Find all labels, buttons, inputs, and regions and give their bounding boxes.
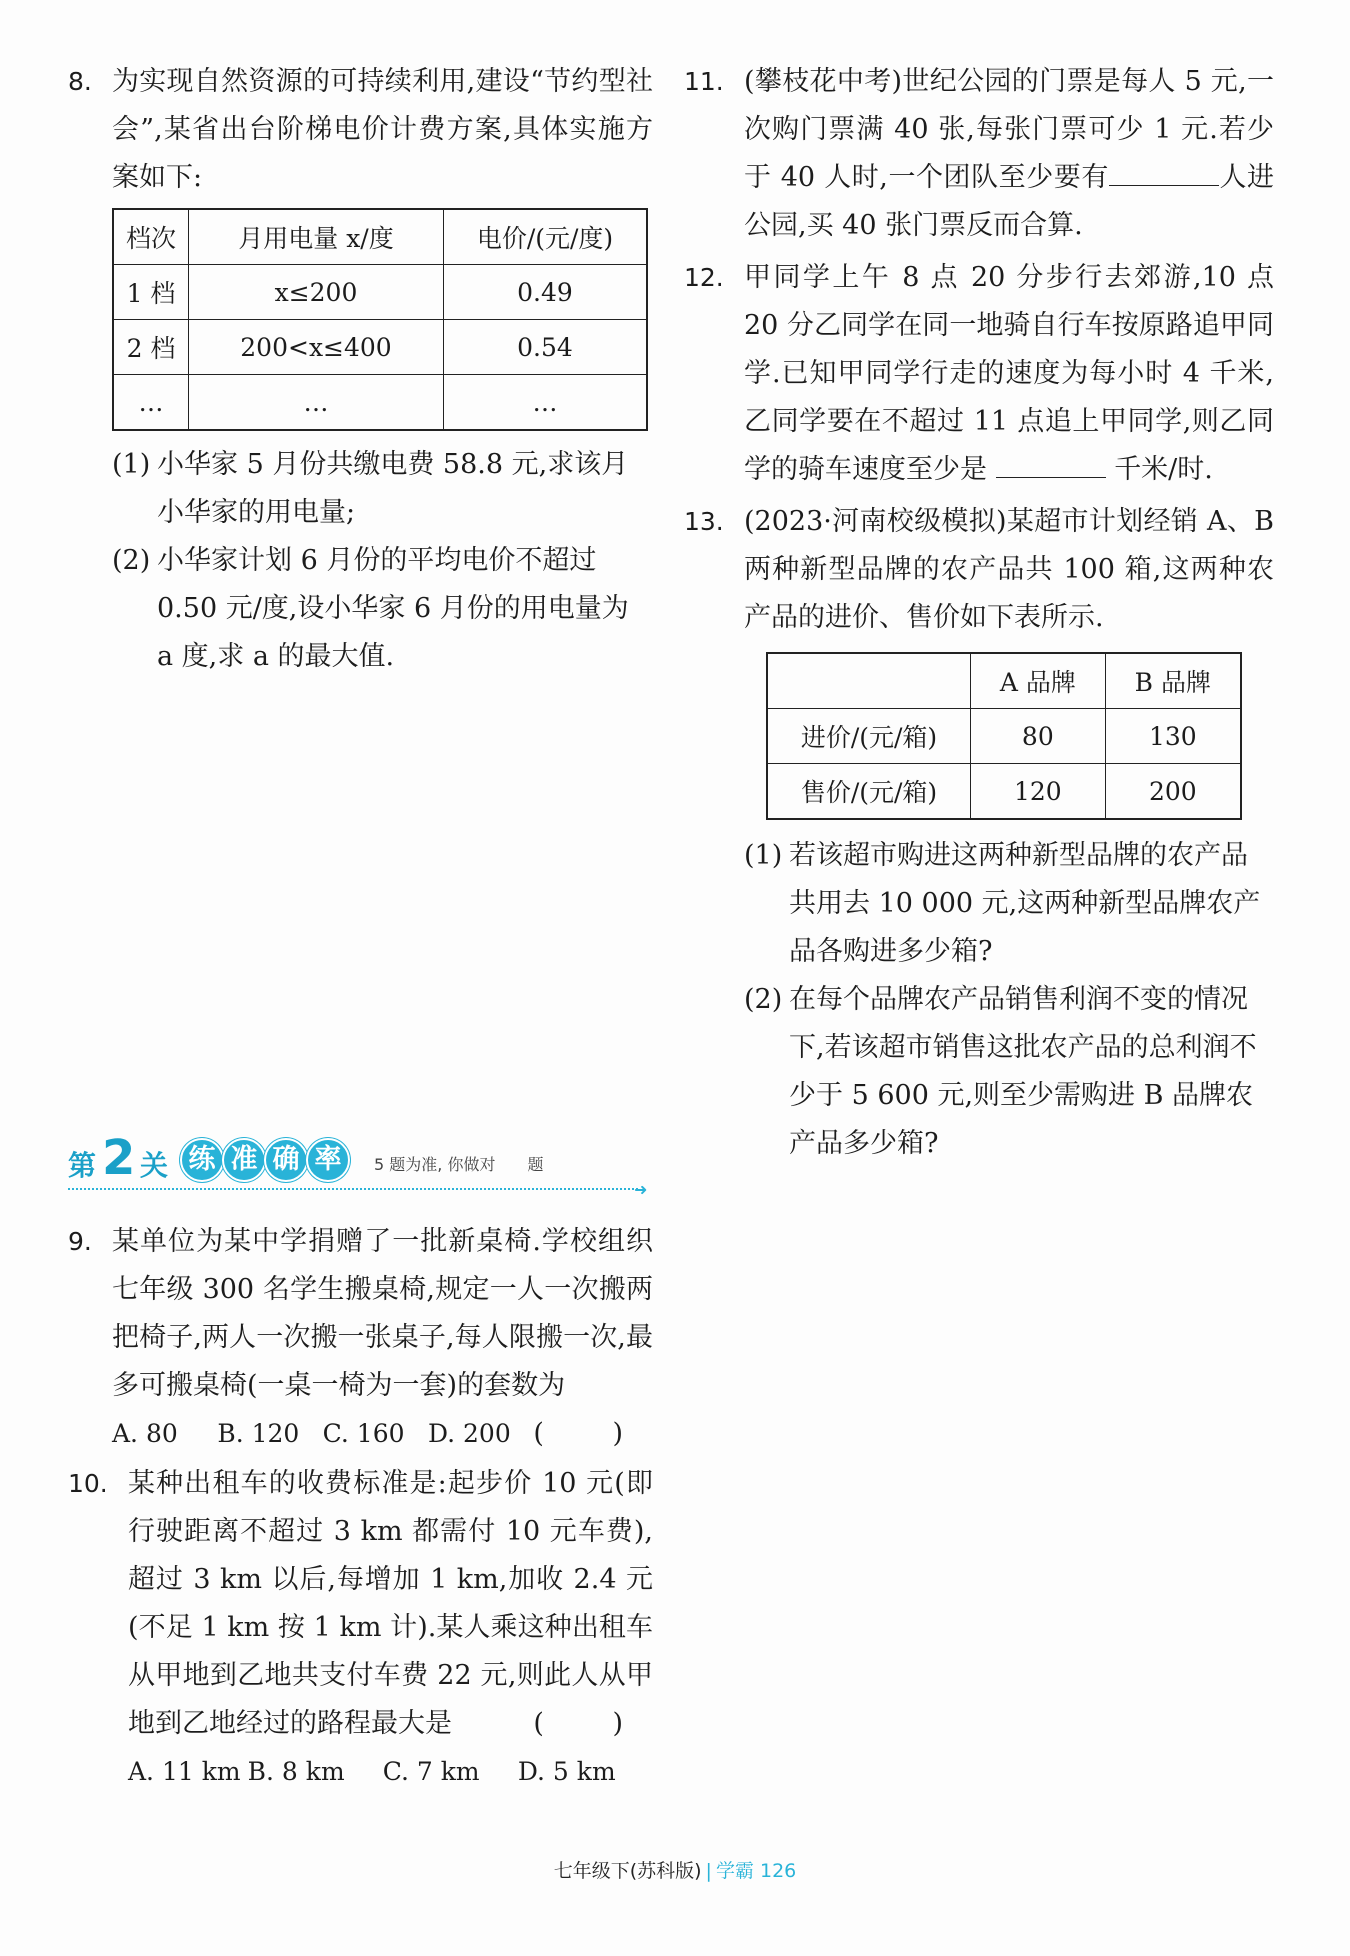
option-d: D. 5 km bbox=[517, 1757, 616, 1786]
table-row bbox=[767, 764, 1241, 820]
q9-options bbox=[112, 1410, 533, 1458]
option-b: B. 8 km bbox=[247, 1757, 345, 1786]
table-cell: 进价/(元/箱) bbox=[767, 709, 971, 764]
option-a: A. 11 km bbox=[128, 1757, 241, 1786]
table-cell: 1 档 bbox=[113, 265, 189, 320]
question-text-content: 某种出租车的收费标准是:起步价 10 元(即行驶距离不超过 3 km 都需付 10 元车费),超过 3 km 以后,每增加 1 km,加收 2.4 元(不足 1 km 按 1 km 计).某人乘这种出租车从甲地到乙地共支付车费 22 元,则此人从甲地到乙地经过的路程最大是 bbox=[128, 1468, 653, 1739]
table-header-row bbox=[767, 653, 1241, 709]
question-12 bbox=[684, 254, 1274, 494]
option-d: D. 200 bbox=[427, 1419, 511, 1448]
answer-blank bbox=[1109, 155, 1219, 186]
table-cell: 2 档 bbox=[113, 320, 189, 375]
section-suffix: 关 bbox=[140, 1149, 169, 1182]
section-divider bbox=[68, 1188, 638, 1190]
option-c: C. 160 bbox=[322, 1419, 405, 1448]
section-title-char: 率 bbox=[306, 1138, 350, 1182]
subquestion-text: 若该超市购进这两种新型品牌的农产品共用去 10 000 元,这两种新型品牌农产品各购进多少箱? bbox=[789, 840, 1261, 967]
question-number: 11. bbox=[684, 67, 724, 96]
question-text-content: 人进公园,买 40 张门票反而合算. bbox=[744, 162, 1275, 241]
subquestion-text: 小华家计划 6 月份的平均电价不超过 0.50 元/度,设小华家 6 月份的用电量为 a 度,求 a 的最大值. bbox=[157, 545, 629, 672]
question-number: 8. bbox=[68, 67, 92, 96]
table-cell: 月用电量 x/度 bbox=[189, 209, 444, 265]
question-number: 9. bbox=[68, 1227, 92, 1256]
question-text-content: 千米/时. bbox=[1114, 454, 1213, 485]
q10-options bbox=[128, 1748, 653, 1796]
q13-table bbox=[766, 652, 1242, 820]
question-number: 12. bbox=[684, 263, 724, 292]
question-text: (2023·河南校级模拟)某超市计划经销 A、B 两种新型品牌的农产品共 100 箱,这两种农产品的进价、售价如下表所示. bbox=[744, 506, 1274, 633]
answer-parentheses: ( ) bbox=[533, 1418, 653, 1449]
subquestion-text: 在每个品牌农产品销售利润不变的情况下,若该超市销售这批农产品的总利润不少于 5 600 元,则至少需购进 B 品牌农产品多少箱? bbox=[789, 984, 1257, 1159]
question-text-content: (攀枝花中考)世纪公园的门票是每人 5 元,一次购门票满 40 张,每张门票可少 1 元.若少于 40 人时,一个团队至少要有 bbox=[744, 66, 1274, 193]
q13-table-wrap bbox=[766, 652, 1274, 820]
q8-subquestion-2 bbox=[112, 537, 653, 681]
table-cell: 130 bbox=[1105, 709, 1241, 764]
section-prefix: 第 bbox=[68, 1149, 97, 1182]
section-title-char: 准 bbox=[222, 1138, 266, 1182]
page-footer bbox=[0, 1856, 1350, 1883]
table-cell: 200 bbox=[1105, 764, 1241, 820]
section-title-char: 确 bbox=[264, 1138, 308, 1182]
subquestion-label: (2) bbox=[744, 984, 783, 1015]
question-text bbox=[128, 1460, 653, 1748]
table-row bbox=[113, 320, 647, 375]
table-cell: 200<x≤400 bbox=[189, 320, 444, 375]
arrow-right-icon: ➜ bbox=[634, 1180, 648, 1199]
question-number: 13. bbox=[684, 507, 724, 536]
section-title-char: 练 bbox=[180, 1138, 224, 1182]
footer-grade: 七年级下(苏科版) bbox=[553, 1860, 702, 1882]
answer-blank bbox=[996, 447, 1106, 478]
subquestion-label: (1) bbox=[112, 449, 151, 480]
question-13 bbox=[684, 498, 1274, 642]
question-text-content: 某单位为某中学捐赠了一批新桌椅.学校组织七年级 300 名学生搬桌椅,规定一人一次搬两把椅子,两人一次搬一张桌子,每人限搬一次,最多可搬桌椅(一桌一椅为一套)的套数为 bbox=[112, 1226, 653, 1401]
subquestion-label: (2) bbox=[112, 545, 151, 576]
q8-table-wrap bbox=[112, 208, 653, 431]
table-cell: 售价/(元/箱) bbox=[767, 764, 971, 820]
table-header-row bbox=[113, 209, 647, 265]
table-cell: … bbox=[189, 375, 444, 431]
question-10 bbox=[68, 1460, 653, 1748]
option-c: C. 7 km bbox=[382, 1757, 480, 1786]
table-row bbox=[113, 375, 647, 431]
section-header bbox=[68, 1130, 648, 1199]
q8-table bbox=[112, 208, 648, 431]
question-text bbox=[744, 254, 1274, 494]
question-number: 10. bbox=[68, 1469, 108, 1498]
section-title bbox=[180, 1138, 348, 1182]
option-a: A. 80 bbox=[112, 1419, 178, 1448]
question-11 bbox=[684, 58, 1274, 250]
footer-separator: | bbox=[705, 1860, 712, 1882]
table-cell: … bbox=[113, 375, 189, 431]
q8-subquestion-1 bbox=[112, 441, 653, 537]
q13-subquestion-1 bbox=[744, 832, 1274, 976]
question-8 bbox=[68, 58, 653, 202]
right-column bbox=[684, 58, 1274, 1168]
answer-parentheses: ( ) bbox=[533, 1708, 653, 1739]
section-number: 2 bbox=[102, 1130, 136, 1186]
question-text-content: 甲同学上午 8 点 20 分步行去郊游,10 点 20 分乙同学在同一地骑自行车按原路追甲同学.已知甲同学行走的速度为每小时 4 千米,乙同学要在不超过 11 点追上甲同学,则乙同学的骑车速度至少是 bbox=[744, 262, 1274, 485]
question-text: 为实现自然资源的可持续利用,建设“节约型社会”,某省出台阶梯电价计费方案,具体实施方案如下: bbox=[112, 66, 653, 193]
table-cell: … bbox=[444, 375, 648, 431]
table-cell: x≤200 bbox=[189, 265, 444, 320]
table-cell: 0.54 bbox=[444, 320, 648, 375]
table-cell: 电价/(元/度) bbox=[444, 209, 648, 265]
q13-subquestion-2 bbox=[744, 976, 1274, 1168]
question-text bbox=[744, 58, 1274, 250]
table-cell: 0.49 bbox=[444, 265, 648, 320]
option-b: B. 120 bbox=[217, 1419, 300, 1448]
left-column bbox=[68, 58, 653, 681]
table-cell bbox=[767, 653, 971, 709]
table-cell: A 品牌 bbox=[971, 653, 1106, 709]
table-cell: 120 bbox=[971, 764, 1106, 820]
table-row bbox=[113, 265, 647, 320]
left-column-lower bbox=[68, 1218, 653, 1796]
table-cell: 档次 bbox=[113, 209, 189, 265]
table-row bbox=[767, 709, 1241, 764]
footer-page-number: 学霸 126 bbox=[715, 1860, 797, 1882]
section-note: 5 题为准, 你做对 题 bbox=[374, 1155, 544, 1174]
subquestion-text: 小华家 5 月份共缴电费 58.8 元,求该月小华家的用电量; bbox=[157, 449, 629, 528]
table-cell: B 品牌 bbox=[1105, 653, 1241, 709]
subquestion-label: (1) bbox=[744, 840, 783, 871]
table-cell: 80 bbox=[971, 709, 1106, 764]
